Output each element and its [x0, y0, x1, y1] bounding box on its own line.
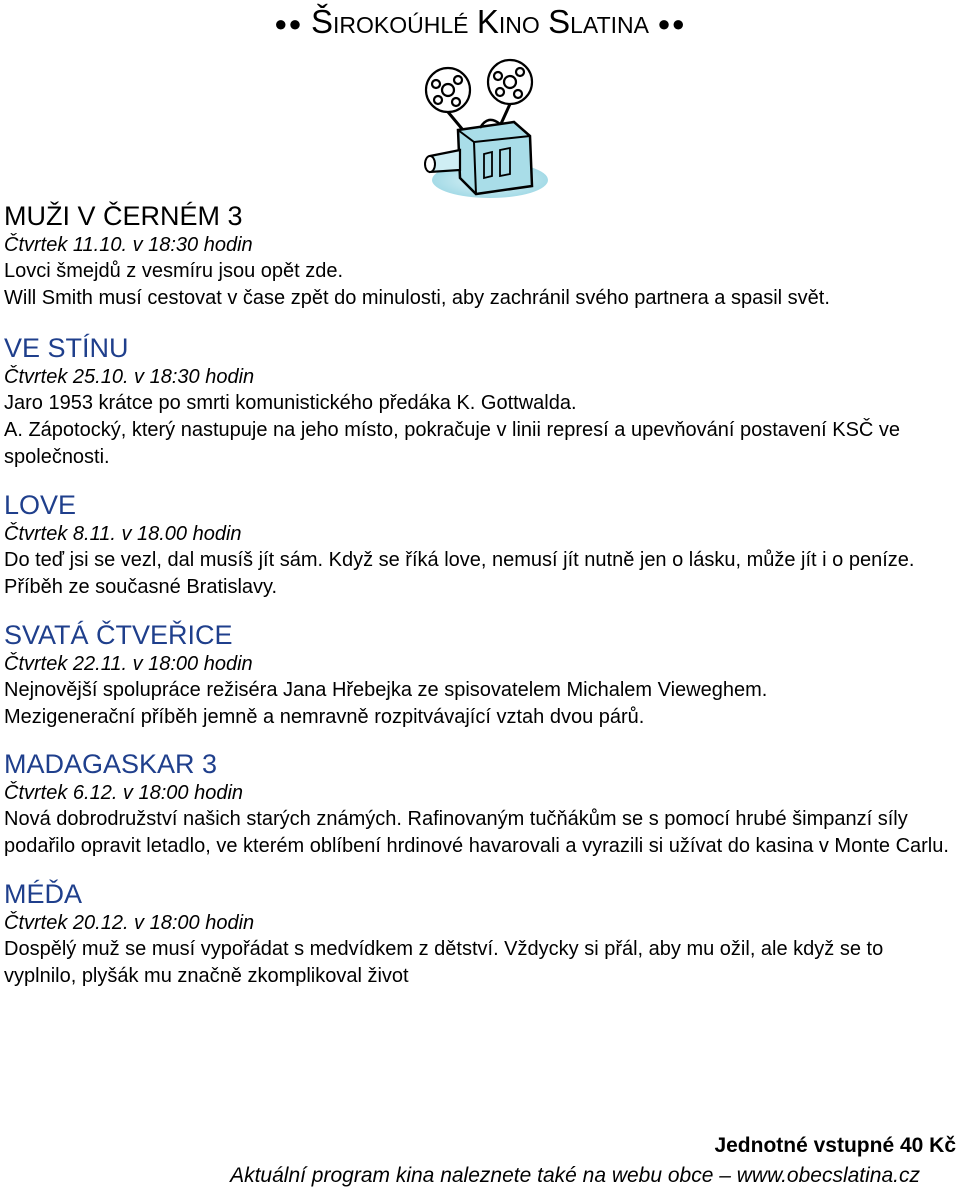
- film-description-line: Dospělý muž se musí vypořádat s medvídkem z dětství. Vždycky si přál, aby mu ožil, ale když se to vyplnilo, plyšák mu značně zkomplikoval život: [4, 938, 884, 987]
- film-description: [4, 936, 954, 990]
- film-item: [4, 332, 954, 471]
- film-date: Čtvrtek 8.11. v 18.00 hodin: [4, 523, 242, 545]
- film-title: LOVE: [4, 490, 77, 520]
- film-description: [4, 390, 954, 471]
- film-description-line: Do teď jsi se vezl, dal musíš jít sám. Když se říká love, nemusí jít nutně jen o lásku, může jít i o peníze. Příběh ze současné Bratislavy.: [4, 549, 915, 598]
- page-title: [0, 2, 960, 45]
- admission-price: Jednotné vstupné 40 Kč: [714, 1134, 956, 1157]
- film-description: [4, 806, 954, 860]
- bullets-left: ●●: [274, 11, 303, 36]
- film-projector-icon: [418, 58, 548, 203]
- film-date: Čtvrtek 11.10. v 18:30 hodin: [4, 234, 253, 256]
- film-description-line: Nejnovější spolupráce režiséra Jana Hřebejka ze spisovatelem Michalem Vieweghem.: [4, 679, 768, 701]
- film-title: MADAGASKAR 3: [4, 749, 218, 779]
- film-title: MÉĎA: [4, 879, 83, 909]
- film-item: [4, 489, 954, 601]
- film-list: [4, 200, 954, 990]
- film-item: [4, 200, 954, 312]
- film-title: VE STÍNU: [4, 333, 129, 363]
- title-word-3: SLATINA: [548, 3, 649, 40]
- film-description-line: Will Smith musí cestovat v čase zpět do minulosti, aby zachránil svého partnera a spasil svět.: [4, 287, 830, 309]
- title-word-1: ŠIROKOÚHLÉ: [311, 3, 469, 40]
- film-item: [4, 748, 954, 860]
- footer-website-note: Aktuální program kina naleznete také na webu obce – www.obecslatina.cz: [230, 1164, 920, 1187]
- film-description-line: Jaro 1953 krátce po smrti komunistického předáka K. Gottwalda.: [4, 392, 577, 414]
- film-description-line: Nová dobrodružství našich starých známých. Rafinovaným tučňákům se s pomocí hrubé šimpanzí síly podařilo opravit letadlo, ve kterém oblíbení hrdinové havarovali a vyrazili si užívat do kasina v Monte Carlu.: [4, 808, 949, 857]
- film-description: [4, 547, 954, 601]
- film-item: [4, 878, 954, 990]
- film-description-line: Lovci šmejdů z vesmíru jsou opět zde.: [4, 260, 344, 282]
- film-date: Čtvrtek 25.10. v 18:30 hodin: [4, 366, 255, 388]
- film-description: [4, 258, 954, 312]
- title-word-2: KINO: [476, 3, 540, 40]
- film-date: Čtvrtek 22.11. v 18:00 hodin: [4, 653, 253, 675]
- film-description-line: A. Zápotocký, který nastupuje na jeho místo, pokračuje v linii represí a upevňování postavení KSČ ve společnosti.: [4, 419, 901, 468]
- film-title: SVATÁ ČTVEŘICE: [4, 620, 233, 650]
- film-description: [4, 677, 954, 731]
- film-title: MUŽI V ČERNÉM 3: [4, 201, 243, 231]
- film-item: [4, 619, 954, 731]
- film-description-line: Mezigenerační příběh jemně a nemravně rozpitvávající vztah dvou párů.: [4, 706, 645, 728]
- film-date: Čtvrtek 20.12. v 18:00 hodin: [4, 912, 255, 934]
- bullets-right: ●●: [657, 11, 686, 36]
- film-date: Čtvrtek 6.12. v 18:00 hodin: [4, 782, 244, 804]
